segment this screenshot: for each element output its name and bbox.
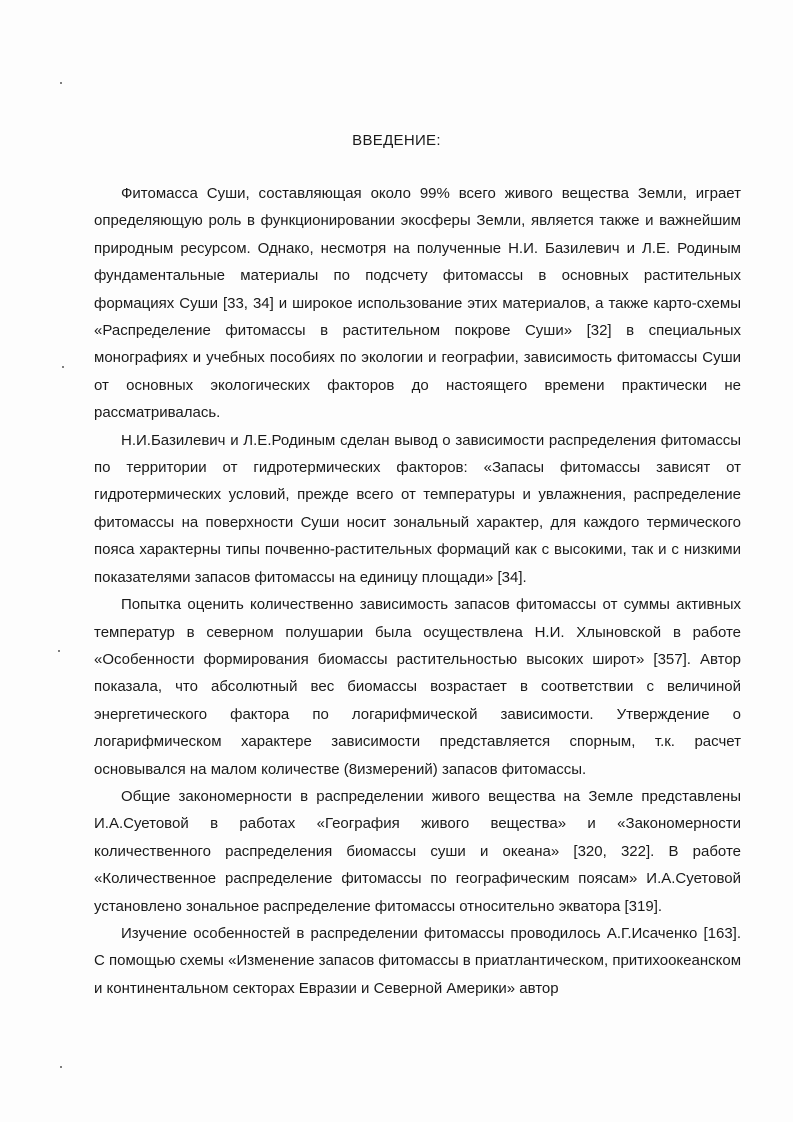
scan-speck [62,366,64,368]
paragraph-1: Фитомасса Суши, составляющая около 99% всего живого вещества Земли, играет определяющую роль в функционировании экосферы Земли, является также и важнейшим природным ресурсом. Однако, несмотря на полученные Н.И. Базилевич и Л.Е. Родиным фундаментальные материалы по подсчету фитомассы в основных растительных формациях Суши [33, 34] и широкое использование этих материалов, а также карто-схемы «Распределение фитомассы в растительном покрове Суши» [32] в специальных монографиях и учебных пособиях по экологии и географии, зависимость фитомассы Суши от основных экологических факторов до настоящего времени практически не рассматривалась. [94,185,741,422]
body-text [94,180,741,1002]
page-title: ВВЕДЕНИЕ: [352,132,441,149]
scan-speck [58,650,60,652]
paragraph-5: Изучение особенностей в распределении фитомассы проводилось А.Г.Исаченко [163]. С помощью схемы «Изменение запасов фитомассы в приатлантическом, притихоокеанском и континентальном секторах Евразии и Северной Америки» автор [94,924,742,997]
paragraph-2: Н.И.Базилевич и Л.Е.Родиным сделан вывод о зависимости распределения фитомассы по территории от гидротермических факторов: «Запасы фитомассы зависят от гидротермических условий, прежде всего от температуры и увлажнения, распределение фитомассы на поверхности Суши носит зональный характер, для каждого термического пояса характерны типы почвенно-растительных формаций как с высокими, так и с низкими показателями запасов фитомассы на единицу площади» [34]. [94,431,741,586]
paragraph-3: Попытка оценить количественно зависимость запасов фитомассы от суммы активных температур в северном полушарии была осуществлена Н.И. Хлыновской в работе «Особенности формирования биомассы растительностью высоких широт» [357]. Автор показала, что абсолютный вес биомассы возрастает в соответствии с величиной энергетического фактора по логарифмической зависимости. Утверждение о логарифмическом характере зависимости представляется спорным, т.к. расчет основывался на малом количестве (8измерений) запасов фитомассы. [94,596,741,778]
paragraph-4: Общие закономерности в распределении живого вещества на Земле представлены И.А.Суетовой в работах «География живого вещества» и «Закономерности количественного распределения биомассы суши и океана» [320, 322]. В работе «Количественное распределение фитомассы по географическим поясам» И.А.Суетовой установлено зональное распределение фитомассы относительно экватора [319]. [94,787,741,915]
scan-speck [60,82,62,84]
scan-speck [60,1066,62,1068]
